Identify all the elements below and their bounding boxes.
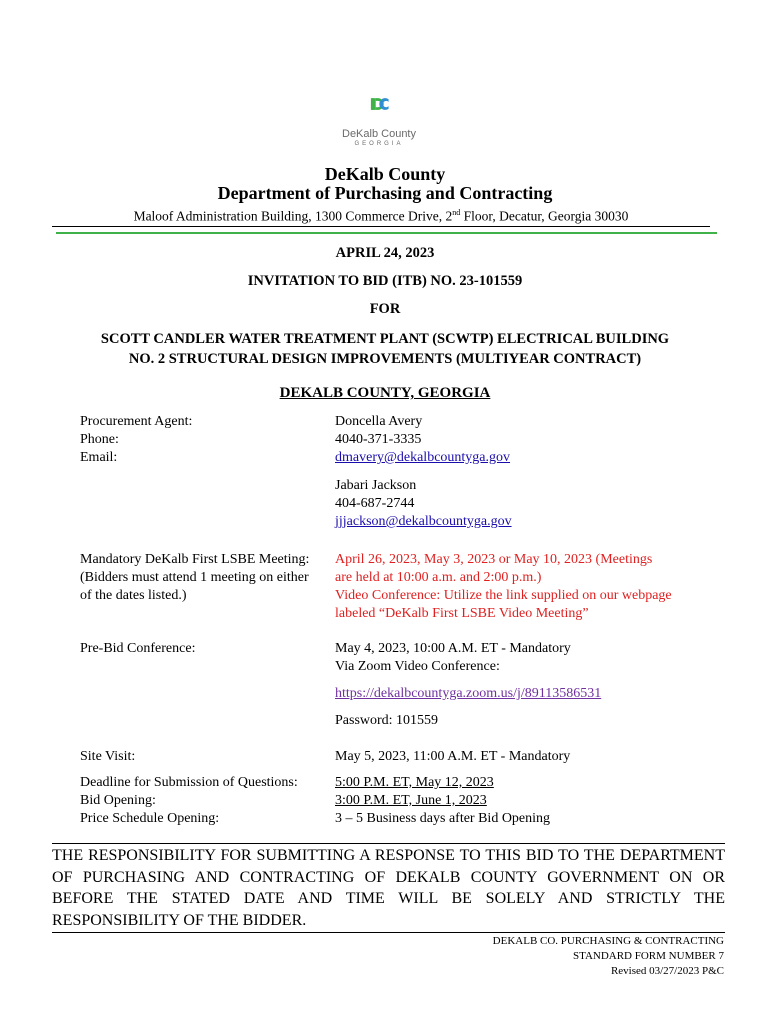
lsbe-labels <box>80 551 309 605</box>
lsbe-value-2: are held at 10:00 a.m. and 2:00 p.m.) <box>335 570 542 585</box>
questions-deadline-label: Deadline for Submission of Questions: <box>80 775 298 790</box>
zoom-password: Password: 101559 <box>335 713 439 728</box>
header-address: Maloof Administration Building, 1300 Commerce Drive, 2nd Floor, Decatur, Georgia 30030 <box>52 208 710 227</box>
logo-d-stem <box>371 98 376 110</box>
questions-deadline-value: 5:00 P.M. ET, May 12, 2023 <box>335 775 494 790</box>
project-title-line2: NO. 2 STRUCTURAL DESIGN IMPROVEMENTS (MULTIYEAR CONTRACT) <box>128 351 642 367</box>
deadline-labels <box>80 774 298 828</box>
agent-1 <box>335 413 510 467</box>
form-footer-line3: Revised 03/27/2023 P&C <box>610 965 724 977</box>
header-county: DeKalb County <box>324 164 446 184</box>
prebid-date: May 4, 2023, 10:00 A.M. ET - Mandatory <box>335 641 571 656</box>
lsbe-details <box>335 551 672 623</box>
project-title-line1: SCOTT CANDLER WATER TREATMENT PLANT (SCWTP) ELECTRICAL BUILDING <box>100 331 670 347</box>
green-divider <box>56 232 717 234</box>
dekalb-county-logo <box>330 96 430 126</box>
issue-date: APRIL 24, 2023 <box>335 245 435 261</box>
form-footer-line2: STANDARD FORM NUMBER 7 <box>572 950 724 962</box>
itb-number: INVITATION TO BID (ITB) NO. 23-101559 <box>247 273 523 289</box>
lsbe-value-1: April 26, 2023, May 3, 2023 or May 10, 2023 (Meetings <box>335 552 653 567</box>
price-schedule-value: 3 – 5 Business days after Bid Opening <box>335 811 551 826</box>
prebid-zoom-note: Via Zoom Video Conference: <box>335 659 500 674</box>
bid-opening-label: Bid Opening: <box>80 793 156 808</box>
agent-2 <box>335 477 512 531</box>
form-footer <box>493 934 724 979</box>
email-label: Email: <box>80 450 118 465</box>
agent-1-name: Doncella Avery <box>335 414 423 429</box>
logo-subtitle: GEORGIA <box>354 141 404 147</box>
price-schedule-label: Price Schedule Opening: <box>80 811 220 826</box>
agent-2-phone: 404-687-2744 <box>335 496 415 511</box>
phone-label: Phone: <box>80 432 119 447</box>
agent-1-email-link[interactable]: dmavery@dekalbcountyga.gov <box>335 450 511 465</box>
lsbe-label-2: (Bidders must attend 1 meeting on either <box>80 570 309 585</box>
prebid-label: Pre-Bid Conference: <box>80 641 196 656</box>
zoom-link[interactable]: https://dekalbcountyga.zoom.us/j/89113586531 <box>335 686 602 701</box>
site-visit-label: Site Visit: <box>80 749 136 764</box>
bid-opening-value: 3:00 P.M. ET, June 1, 2023 <box>335 793 487 808</box>
responsibility-notice: THE RESPONSIBILITY FOR SUBMITTING A RESPONSE TO THIS BID TO THE DEPARTMENT OF PURCHASING AND CONTRACTING OF DEKALB COUNTY GOVERNMENT ON OR BEFORE THE STATED DATE AND TIME WILL BE SOLELY AND STRICTLY THE RESPONSIBILITY OF THE BIDDER. <box>52 843 725 933</box>
contact-labels <box>80 413 192 467</box>
for-label: FOR <box>369 301 401 317</box>
lsbe-label-1: Mandatory DeKalb First LSBE Meeting: <box>80 552 310 567</box>
agent-1-phone: 4040-371-3335 <box>335 432 422 447</box>
site-visit-value: May 5, 2023, 11:00 A.M. ET - Mandatory <box>335 749 571 764</box>
prebid-details <box>335 640 571 676</box>
agent-2-name: Jabari Jackson <box>335 478 417 493</box>
procurement-agent-label: Procurement Agent: <box>80 414 193 429</box>
lsbe-value-4: labeled “DeKalb First LSBE Video Meeting” <box>335 606 589 621</box>
deadline-values <box>335 774 550 828</box>
agent-2-email-link[interactable]: jjjackson@dekalbcountyga.gov <box>335 514 512 529</box>
lsbe-label-3: of the dates listed.) <box>80 588 187 603</box>
form-footer-line1: DEKALB CO. PURCHASING & CONTRACTING <box>492 935 724 947</box>
county-heading: DEKALB COUNTY, GEORGIA <box>279 385 491 401</box>
project-title <box>40 329 730 369</box>
logo-wordmark: DeKalb County <box>342 128 416 140</box>
header-department: Department of Purchasing and Contracting <box>217 183 553 203</box>
lsbe-value-3: Video Conference: Utilize the link supplied on our webpage <box>335 588 672 603</box>
